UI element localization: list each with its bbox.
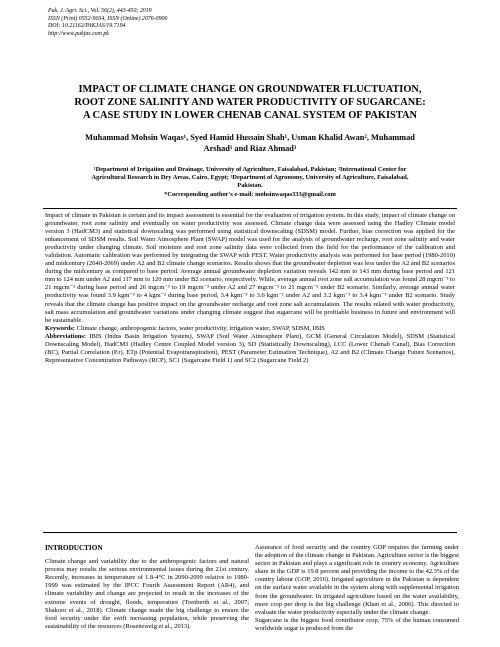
authors-line-1: Muhammad Mohsin Waqas¹, Syed Hamid Hussain Shah¹, Usman Khalid Awan², Muhammad: [85, 133, 415, 142]
keywords-text: Climate change, anthropogenic factors, water productivity, irrigation water, SWAP, SDSM, IBIS: [75, 324, 325, 332]
issn-line: ISSN (Print) 0552-9034, ISSN (Online) 2076-0906: [48, 15, 168, 22]
introduction-paragraph-1: Climate change and variability due to the anthropogenic factors and natural process may results the serious environmental issues during the 21st century. Recently, increases in temperature of 1.8-4°C in 2090-2099 relative to 1980-1999 was estimated by the IPCC Fourth Assessment Report (AR4), and climate variability and change are projected to result in the increases of the extreme events of drought, floods, temperature (Trenberth et al., 2007; Shakoor et al., 2018). Climate change made the big challenge to ensure the food security under the swift increasing population, while preserving the sustainability of the resources (Rosenzweig et al., 2013).: [45, 558, 249, 630]
right-column: [255, 544, 459, 633]
title-line-3: A CASE STUDY IN LOWER CHENAB CANAL SYSTEM OF PAKISTAN: [83, 109, 417, 121]
keywords: [45, 325, 455, 333]
doi-line: DOI: 10.21162/PAKJAS/19.7194: [48, 23, 126, 29]
introduction-paragraph-3: Sugarcane is the biggest food contributor crop, 75% of the human consumed worldwide sugar is produced from the: [255, 616, 459, 632]
introduction-heading: INTRODUCTION: [45, 544, 103, 552]
affiliation-line-3: Pakistan.: [237, 182, 263, 190]
abbreviations: [45, 333, 455, 365]
paper-title: [46, 84, 454, 122]
affiliations: [40, 166, 460, 199]
affiliation-line-2: Agricultural Research in Dry Areas, Cairo, Egypt; ³Department of Agronomy, University of Agriculture, Faisalabad,: [91, 174, 409, 182]
left-column: [45, 544, 249, 631]
title-line-2: ROOT ZONE SALINITY AND WATER PRODUCTIVITY OF SUGARCANE:: [74, 96, 426, 108]
authors-line-2: Arshad¹ and Riaz Ahmad³: [203, 144, 297, 153]
journal-url-link[interactable]: http://www.pakjas.com.pk: [48, 30, 109, 37]
keywords-label: Keywords:: [45, 324, 76, 332]
abbreviations-text: IBIS (Indus Basin Irrigation System), SWAP (Soil Water Atmosphere Plant), GCM (General Circulation Model), SDSM (Statistical Downscaling Model), HadCM3 (Hadley Centre Coupled Model version 3), SD (Statistically Downscaling), LCC (Lower Chenab Canal), Bias Correction (BC), Partial Correlation (P.r), ETp (Potential Evapotranspiration), PEST (Parameter Estimation Technique), A2 and B2 (Climate Change Future Scenarios), Representative Concentration Pathways (RCP), SC1 (Sugarcane Field 1) and SC2 (Sugarcane Field 2): [45, 332, 455, 364]
introduction-paragraph-2: Assurance of food security and the country GDP requires the farming under the adoption of the climate change in Pakistan. Agriculture sector is the biggest sector in Pakistan and plays a significant role in country economy. Agriculture share in the GDP is 19.8 percent and providing the income to the 42.3% of the country labour (GOP, 2016). Irrigated agriculture in the Pakistan is dependent on the surface water available in the system along with supplemental irrigation from the groundwater. In irrigated agriculture based on the water availability, more crop per drop is the big challenge (Khan et al., 2006). This directed to evaluate the water productivity especially under the climate change.: [255, 544, 459, 616]
affiliation-line-1: ¹Department of Irrigation and Drainage, University of Agriculture, Faisalabad, Pakistan; ²International Center for: [93, 166, 407, 173]
journal-header: [48, 8, 348, 38]
author-list: [40, 132, 460, 154]
abstract-box: [43, 208, 457, 533]
title-line-1: IMPACT OF CLIMATE CHANGE ON GROUNDWATER FLUCTUATION,: [78, 84, 422, 95]
corresponding-author-email: *Corresponding author's e-mail: mohsinwaqas333@gmail.com: [164, 190, 336, 198]
abbreviations-label: Abbreviations:: [45, 332, 87, 340]
journal-citation: Pak. J. Agri. Sci., Vol. 56(2), 443-450; 2019: [48, 8, 152, 14]
abstract-text: Impact of climate in Pakistan is certain and its impact assessment is essential for the evaluation of irrigation system. In this study, impact of climate change on groundwater, root zone salinity and eventually on water productivity was assessed. Climate change data were assessed using the Hadley Climate model version 3 (HadCM3) and statistical downscaling was performed using statistical downscaling (SDSM) model. Further, bias correction was applied for the enhancement of SDSM results. Soil Water Atmosphere Plant (SWAP) model was used for the analysis of groundwater recharge, root zone salinity and water productivity under changing climate. Soil moisture and root zone salinity data were collected from the field for the performance of the calibration and validation. Automatic calibration was performed by integrating the SWAP with PEST. Water productivity analysis was performed for base period (1980-2010) and midcentury (2040-2069) under A2 and B2 climate change scenarios. Results shows that the groundwater depletion was less under the A2 and B2 scenarios during the midcentury as compared to base period. Average annual groundwater depletion variation reveals 142 mm to 143 mm during base period and 121 mm to 124 mm under A2 and 117 mm to 120 mm under B2 scenario, respectively. While, average annual root zone salt accumulation was found 28 mgcm⁻³ to 21 mgcm⁻³ during base period and 26 mgcm⁻³ to 19 mgcm⁻³ under A2 and 27 mgcm⁻³ to 21 mgcm⁻³ under B2 scenario. Similarly, average annual water productivity was found 3.9 kgm⁻³ to 4 kgm⁻³ during base period, 3.4 kgm⁻³ to 3.6 kgm⁻³ under A2 and 3.2 kgm⁻³ to 3.4 kgm⁻³ under B2 scenario. Study reveals that the climate change has positive impact on the groundwater recharge and root zone salt accumulation. The results related with water productivity, salt mass accumulation and groundwater variations under changing climate suggest that sugarcane will be profitable business in future and environment will be sustainable.: [45, 212, 455, 324]
